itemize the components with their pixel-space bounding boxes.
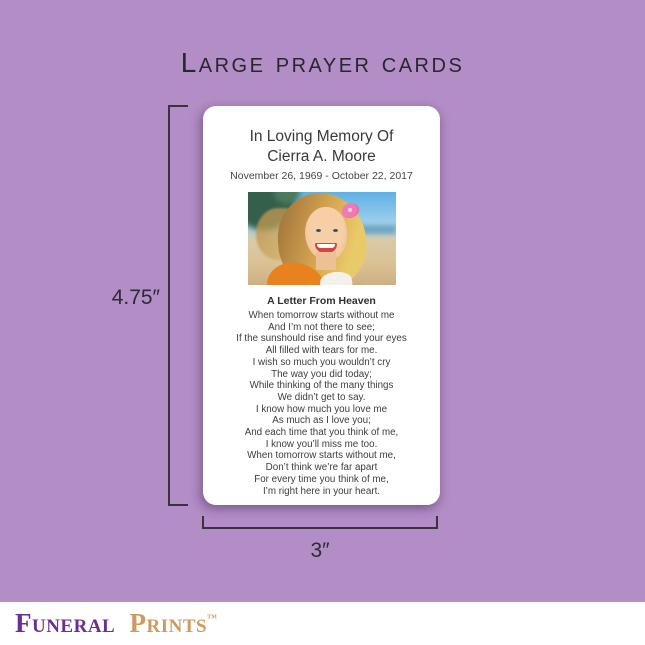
funeral-prints-logo bbox=[15, 610, 217, 637]
width-dimension-line bbox=[202, 527, 438, 529]
poem-body bbox=[203, 310, 440, 497]
photo-eye-shape bbox=[316, 229, 321, 232]
poem-line: I know how much you love me bbox=[255, 403, 388, 415]
trademark-symbol: ™ bbox=[207, 613, 218, 624]
poem-line: When tomorrow starts without me, bbox=[247, 450, 396, 462]
poem-line: Don’t think we’re far apart bbox=[265, 462, 378, 474]
poem-line: All filled with tears for me. bbox=[265, 345, 378, 357]
width-dimension-left-tick bbox=[202, 516, 204, 529]
poem-line: We didn’t get to say. bbox=[277, 391, 366, 403]
poem-line: And each time that you think of me, bbox=[244, 427, 399, 439]
width-dimension-right-tick bbox=[436, 516, 438, 529]
height-dimension-label: 4.75″ bbox=[111, 286, 160, 309]
poem-line: I wish so much you wouldn’t cry bbox=[252, 356, 391, 368]
photo-teeth-shape bbox=[317, 244, 335, 248]
poem-line: And I’m not there to see; bbox=[268, 321, 375, 333]
poem-line: While thinking of the many things bbox=[249, 380, 394, 392]
photo-eye-shape bbox=[333, 229, 338, 232]
deceased-name: Cierra A. Moore bbox=[267, 148, 376, 165]
page-title: Large prayer cards bbox=[180, 47, 465, 78]
height-dimension-bottom-tick bbox=[168, 504, 188, 506]
poem-line: As much as I love you; bbox=[272, 415, 371, 427]
width-dimension-label: 3″ bbox=[310, 539, 330, 562]
photo-neck-shape bbox=[316, 252, 336, 270]
poem-line: For every time you think of me, bbox=[254, 473, 389, 485]
life-dates: November 26, 1969 - October 22, 2017 bbox=[230, 170, 413, 182]
prayer-card bbox=[203, 106, 440, 505]
photo-pink-flower-shape bbox=[348, 208, 352, 212]
memorial-portrait-photo bbox=[248, 192, 396, 285]
poem-line: When tomorrow starts without me bbox=[248, 310, 395, 321]
poem-line: The way you did today; bbox=[271, 368, 372, 380]
brand-word-funeral: Funeral bbox=[15, 608, 116, 638]
height-dimension-top-tick bbox=[168, 105, 188, 107]
height-dimension-line bbox=[168, 105, 170, 506]
poem-title: A Letter From Heaven bbox=[267, 295, 376, 307]
poem-line: I’m right here in your heart. bbox=[262, 485, 381, 497]
poem-line: If the sunshould rise and find your eyes bbox=[236, 333, 407, 345]
brand-word-prints: Prints bbox=[129, 608, 208, 638]
memorial-line: In Loving Memory Of bbox=[249, 128, 394, 145]
poem-line: I know you’ll miss me too. bbox=[265, 438, 378, 450]
footer-strip bbox=[0, 602, 645, 645]
